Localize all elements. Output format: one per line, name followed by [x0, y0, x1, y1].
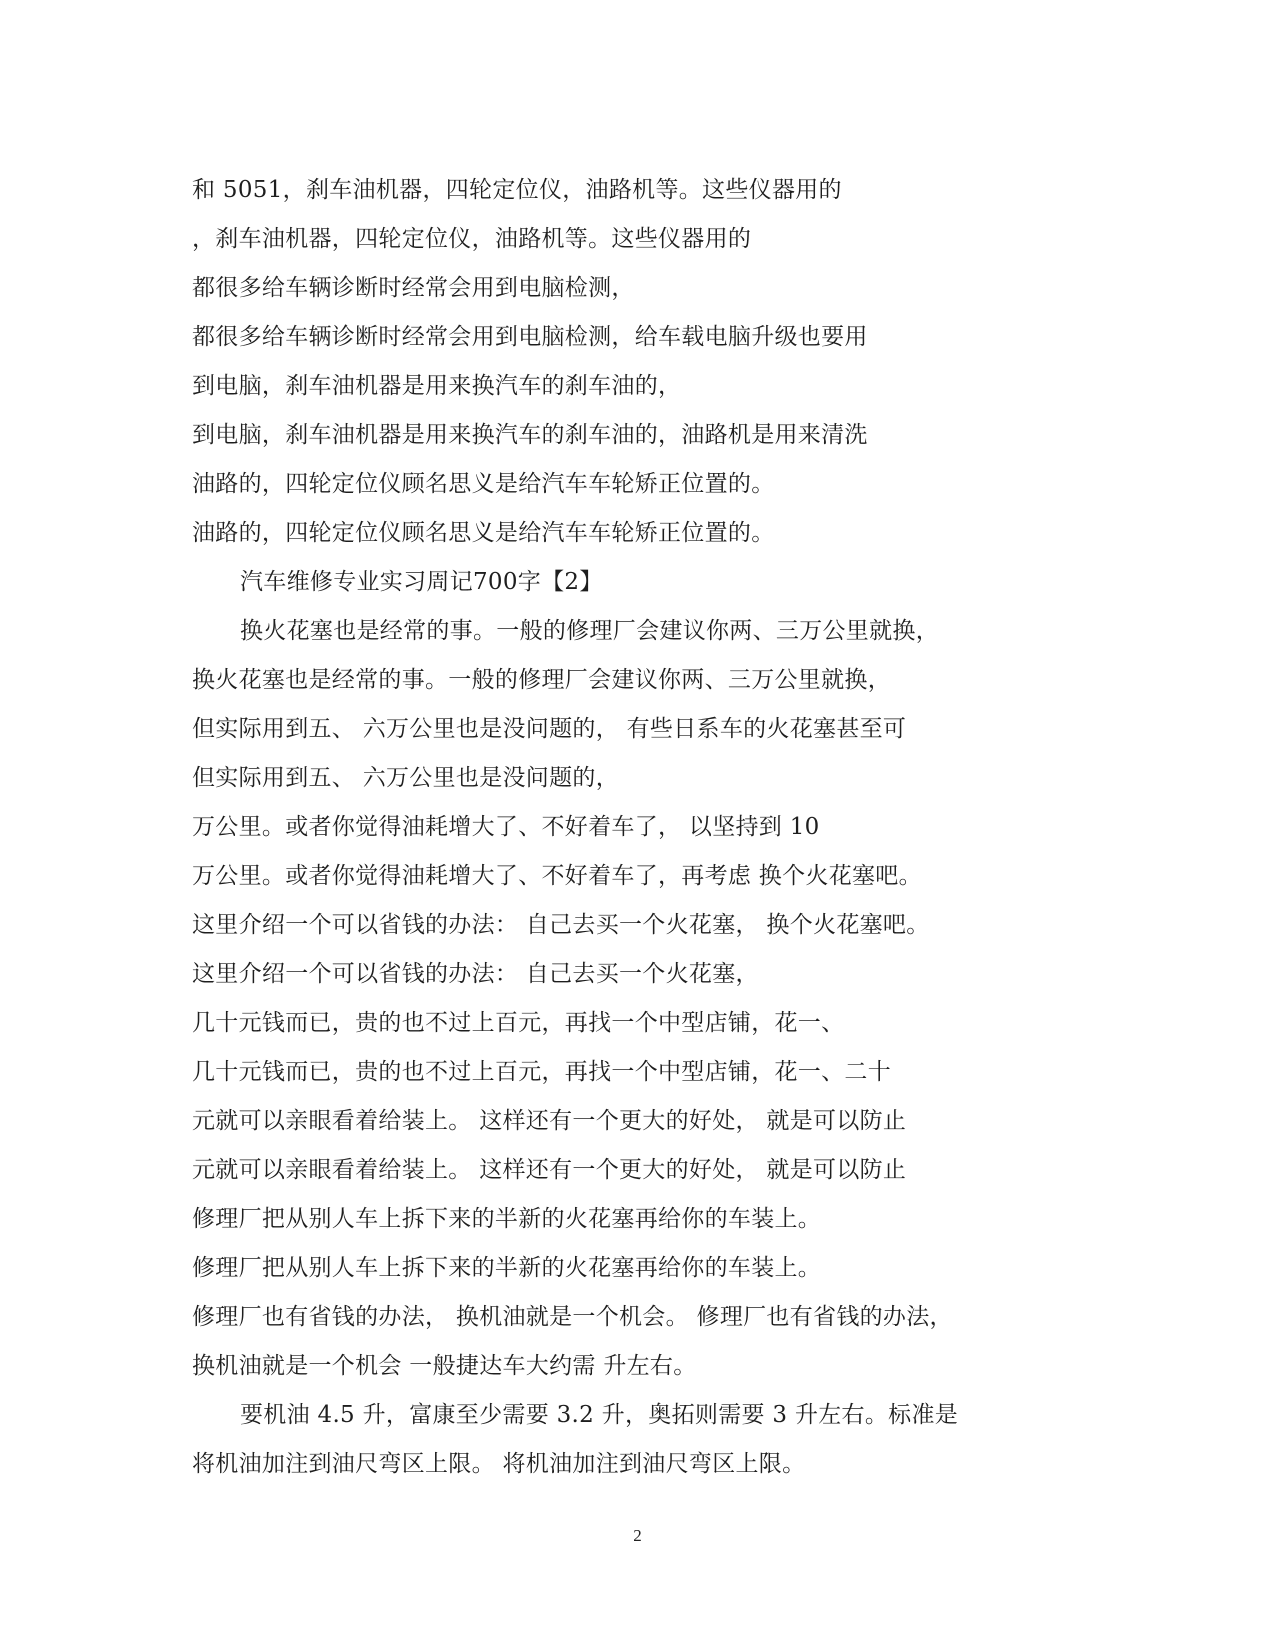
text-line: ，刹车油机器，四轮定位仪，油路机等。这些仪器用的: [192, 226, 752, 252]
section-heading: 汽车维修专业实习周记700字【2】: [240, 569, 603, 595]
text-line: 换火花塞也是经常的事。一般的修理厂会建议你两、三万公里就换，: [240, 618, 939, 644]
text-line: 元就可以亲眼看着给装上。 这样还有一个更大的好处， 就是可以防止: [192, 1108, 907, 1134]
text-line: 要机油 4.5 升，富康至少需要 3.2 升，奥拓则需要 3 升左右。标准是: [240, 1402, 959, 1428]
text-line: 这里介绍一个可以省钱的办法： 自己去买一个火花塞， 换个火花塞吧。: [192, 912, 930, 938]
text-line: 元就可以亲眼看着给装上。 这样还有一个更大的好处， 就是可以防止: [192, 1157, 907, 1183]
text-line: 油路的，四轮定位仪顾名思义是给汽车车轮矫正位置的。: [192, 471, 775, 497]
text-line: 都很多给车辆诊断时经常会用到电脑检测，: [192, 275, 635, 301]
text-line: 这里介绍一个可以省钱的办法： 自己去买一个火花塞，: [192, 961, 759, 987]
text-line: 修理厂把从别人车上拆下来的半新的火花塞再给你的车装上。: [192, 1255, 822, 1281]
text-line: 但实际用到五、 六万公里也是没问题的，: [192, 765, 620, 791]
page-number: 2: [633, 1526, 642, 1545]
text-line: 几十元钱而已，贵的也不过上百元，再找一个中型店铺，花一、: [192, 1010, 845, 1036]
text-line: 到电脑，刹车油机器是用来换汽车的刹车油的，油路机是用来清洗: [192, 422, 868, 448]
text-line: 和 5051，刹车油机器，四轮定位仪，油路机等。这些仪器用的: [192, 177, 842, 203]
text-line: 换火花塞也是经常的事。一般的修理厂会建议你两、三万公里就换，: [192, 667, 891, 693]
text-line: 修理厂也有省钱的办法， 换机油就是一个机会。 修理厂也有省钱的办法，: [192, 1304, 953, 1330]
text-line: 修理厂把从别人车上拆下来的半新的火花塞再给你的车装上。: [192, 1206, 822, 1232]
text-line: 几十元钱而已，贵的也不过上百元，再找一个中型店铺，花一、二十: [192, 1059, 891, 1085]
text-line: 到电脑，刹车油机器是用来换汽车的刹车油的，: [192, 373, 682, 399]
text-line: 油路的，四轮定位仪顾名思义是给汽车车轮矫正位置的。: [192, 520, 775, 546]
text-line: 将机油加注到油尺弯区上限。 将机油加注到油尺弯区上限。: [192, 1451, 806, 1477]
text-line: 都很多给车辆诊断时经常会用到电脑检测，给车载电脑升级也要用: [192, 324, 868, 350]
document-body: [192, 166, 1082, 1489]
text-line: 但实际用到五、 六万公里也是没问题的， 有些日系车的火花塞甚至可: [192, 716, 907, 742]
text-line: 换机油就是一个机会 一般捷达车大约需 升左右。: [192, 1353, 697, 1379]
text-line: 万公里。或者你觉得油耗增大了、不好着车了， 以坚持到 10: [192, 814, 820, 840]
text-line: 万公里。或者你觉得油耗增大了、不好着车了，再考虑 换个火花塞吧。: [192, 863, 922, 889]
